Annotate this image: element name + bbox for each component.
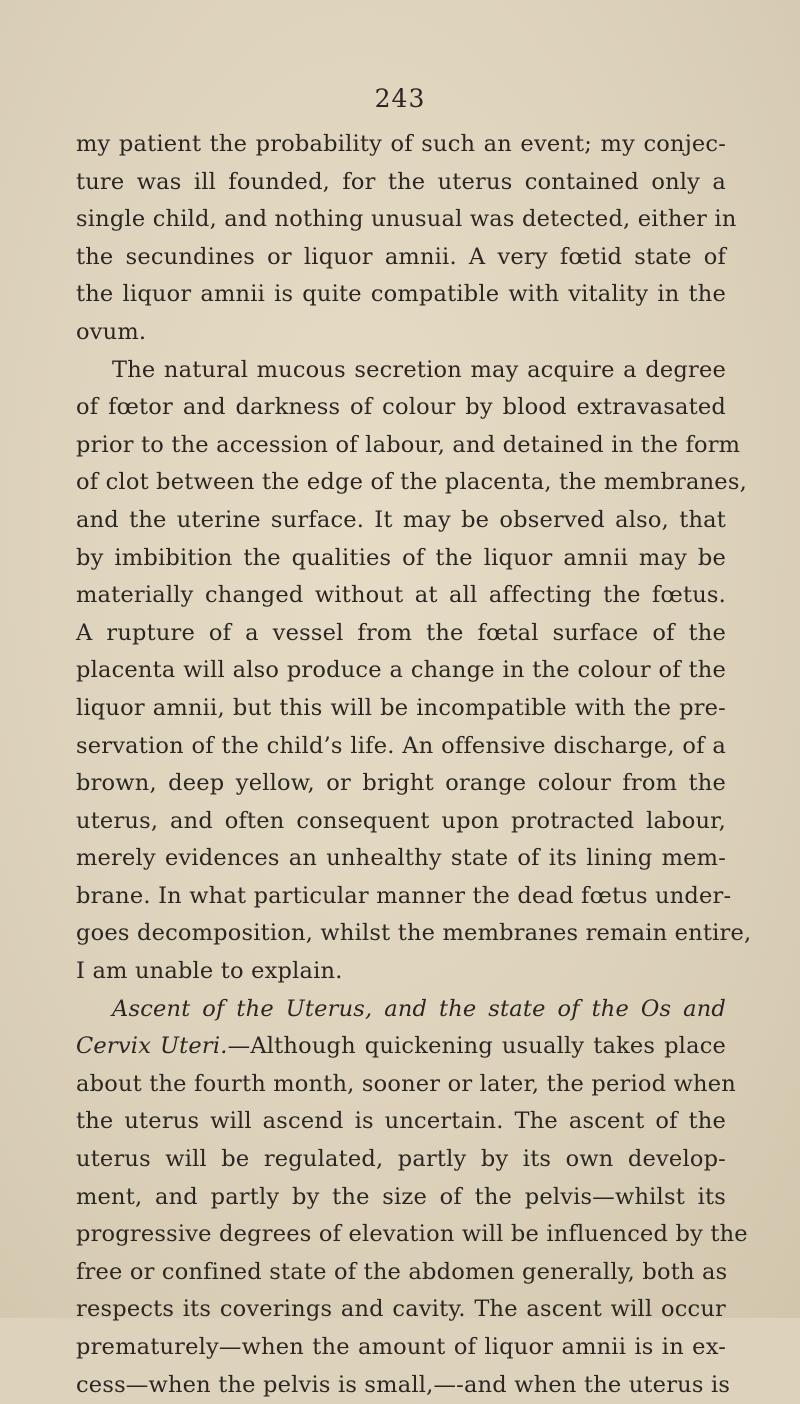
text-line: my patient the probability of such an event; my conjec- [76, 131, 726, 157]
text-line: cess—when the pelvis is small,—-and when the uterus is [76, 1371, 731, 1398]
text-line: prior to the accession of labour, and detained in the form [76, 431, 741, 458]
text-line: uterus, and often consequent upon protracted labour, [76, 807, 726, 834]
heading-continuation: Cervix Uteri. [76, 1033, 228, 1060]
text-line: brane. In what particular manner the dead fœtus under- [76, 882, 732, 909]
text-line: brown, deep yellow, or bright orange colour from the [76, 770, 726, 797]
text-line: materially changed without at all affecting the fœtus. [76, 582, 726, 609]
text-line [76, 1028, 726, 1066]
text-line: of clot between the edge of the placenta, the membranes, [76, 469, 747, 496]
text-line: placenta will also produce a change in the colour of the [76, 657, 726, 684]
page-number: 243 [374, 84, 426, 113]
text-line: of fœtor and darkness of colour by blood extravasated [76, 394, 726, 421]
text-line: A rupture of a vessel from the fœtal surface of the [76, 619, 726, 646]
text-line: ture was ill founded, for the uterus contained only a [76, 168, 726, 195]
text-line: single child, and nothing unusual was detected, either in [76, 206, 737, 233]
text-line: liquor amnii, but this will be incompatible with the pre- [76, 694, 726, 721]
text-line: ovum. [76, 318, 147, 345]
text-line: the secundines or liquor amnii. A very fœtid state of [76, 243, 726, 270]
text-line: the uterus will ascend is uncertain. The ascent of the [76, 1108, 726, 1135]
text-line: by imbibition the qualities of the liquor amnii may be [76, 544, 726, 571]
text-line: servation of the child’s life. An offensive discharge, of a [76, 732, 726, 759]
text-line: and the uterine surface. It may be observed also, that [76, 506, 726, 533]
text-line: respects its coverings and cavity. The ascent will occur [76, 1296, 726, 1323]
text-line: prematurely—when the amount of liquor amnii is in ex- [76, 1334, 726, 1360]
text-line: goes decomposition, whilst the membranes remain entire, [76, 920, 752, 947]
text-line: progressive degrees of elevation will be influenced by the [76, 1221, 748, 1248]
text-line: The natural mucous secretion may acquire a degree [112, 356, 726, 383]
text-line: uterus will be regulated, partly by its own develop- [76, 1146, 726, 1173]
text-line-rest: —Although quickening usually takes place [227, 1033, 727, 1060]
text-line: the liquor amnii is quite compatible with vitality in the [76, 281, 726, 308]
text-line: about the fourth month, sooner or later, the period when [76, 1070, 736, 1097]
body-text [76, 126, 752, 1404]
text-line: ment, and partly by the size of the pelvis—whilst its [76, 1183, 726, 1210]
section-heading: Ascent of the Uterus, and the state of the Os and [112, 995, 726, 1022]
text-line: free or confined state of the abdomen generally, both as [76, 1258, 728, 1285]
text-line: I am unable to explain. [76, 958, 343, 985]
text-line: merely evidences an unhealthy state of its lining mem- [76, 845, 726, 872]
